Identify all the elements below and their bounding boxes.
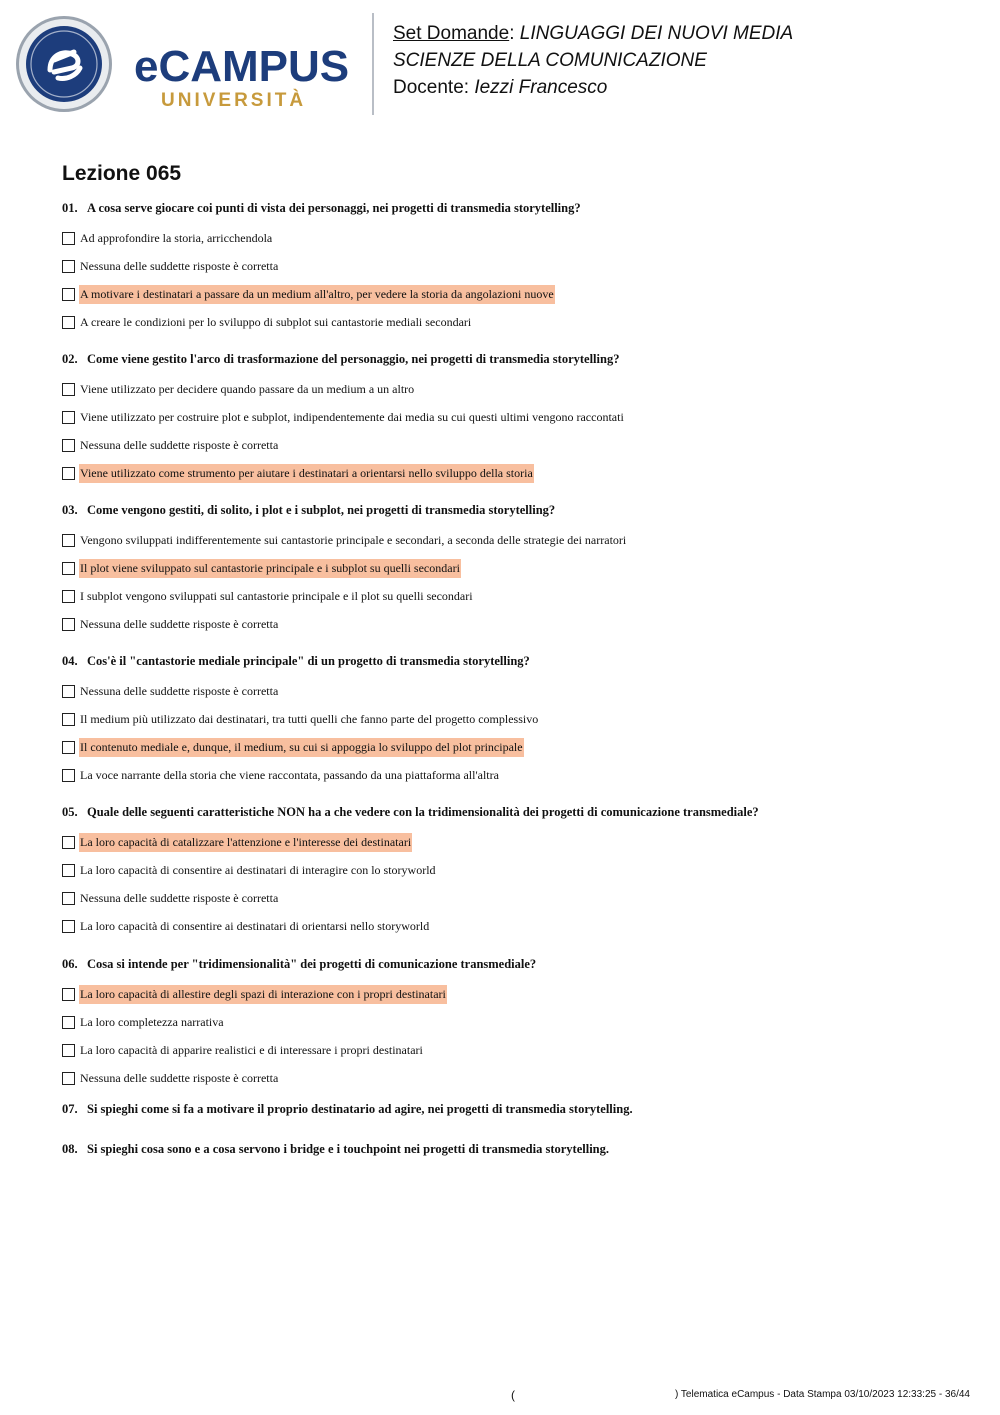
answer-options [62,375,962,487]
question-number: 03. [62,503,78,517]
answer-option[interactable] [62,828,962,856]
question-number: 05. [62,805,78,819]
answer-option[interactable] [62,252,962,280]
answer-option[interactable] [62,912,962,940]
question-text [62,198,962,218]
checkbox-icon[interactable] [62,562,75,575]
question-text [62,651,962,671]
answer-text: Nessuna delle suddette risposte è corretta [80,616,279,631]
checkbox-icon[interactable] [62,685,75,698]
answer-option[interactable] [62,856,962,884]
answer-text-correct: Il plot viene sviluppato sul cantastorie principale e i subplot su quelli secondari [79,559,461,578]
answer-options [62,224,962,336]
checkbox-icon[interactable] [62,920,75,933]
checkbox-icon[interactable] [62,864,75,877]
answer-option[interactable] [62,375,962,403]
answer-options [62,677,962,789]
question-block [62,651,962,789]
set-title: LINGUAGGI DEI NUOVI MEDIA [519,23,794,44]
answer-text: Viene utilizzato per decidere quando passare da un medium a un altro [80,381,415,396]
answer-text: Nessuna delle suddette risposte è corretta [80,683,279,698]
question-label: Si spieghi cosa sono e a cosa servono i bridge e i touchpoint nei progetti di transmedia storytelling. [87,1142,609,1156]
question-number: 01. [62,201,78,215]
docente-label: Docente: [393,77,470,98]
answer-text: Nessuna delle suddette risposte è corretta [80,890,279,905]
checkbox-icon[interactable] [62,988,75,1001]
lesson-title: Lezione 065 [62,162,182,185]
answer-text-correct: La loro capacità di catalizzare l'attenzione e l'interesse dei destinatari [79,833,412,852]
logo-subtitle: UNIVERSITÀ [161,90,307,111]
question-number: 06. [62,957,78,971]
answer-option[interactable] [62,761,962,789]
checkbox-icon[interactable] [62,618,75,631]
question-number: 02. [62,352,78,366]
checkbox-icon[interactable] [62,1072,75,1085]
answer-text: Nessuna delle suddette risposte è corretta [80,1070,279,1085]
checkbox-icon[interactable] [62,383,75,396]
answer-option[interactable] [62,610,962,638]
answer-option[interactable] [62,280,962,308]
question-block [62,802,962,940]
docente-name: Iezzi Francesco [474,77,608,98]
question-number: 07. [62,1102,78,1116]
header-info: Set Domande: LINGUAGGI DEI NUOVI MEDIA SCIENZE DELLA COMUNICAZIONE Docente: Iezzi Francesco [393,23,794,98]
answer-option[interactable] [62,554,962,582]
question-text [62,500,962,520]
question-label: Come viene gestito l'arco di trasformazione del personaggio, nei progetti di transmedia storytelling? [87,352,620,366]
answer-option[interactable] [62,224,962,252]
answer-text: Vengono sviluppati indifferentemente sui cantastorie principale e secondari, a seconda delle strategie dei narratori [80,532,627,547]
course-name: SCIENZE DELLA COMUNICAZIONE [393,50,707,71]
question-label: A cosa serve giocare coi punti di vista dei personaggi, nei progetti di transmedia storytelling? [87,201,581,215]
checkbox-icon[interactable] [62,232,75,245]
answer-text: Ad approfondire la storia, arricchendola [80,230,273,245]
answer-text: La loro capacità di consentire ai destinatari di interagire con lo storyworld [80,862,436,877]
question-label: Quale delle seguenti caratteristiche NON ha a che vedere con la tridimensionalità dei progetti di comunicazione transmediale? [87,805,759,819]
answer-options [62,828,962,940]
answer-text-correct: A motivare i destinatari a passare da un medium all'altro, per vedere la storia da angolazioni nuove [79,285,555,304]
answer-option[interactable] [62,1008,962,1036]
question-number: 04. [62,654,78,668]
checkbox-icon[interactable] [62,1044,75,1057]
checkbox-icon[interactable] [62,260,75,273]
question-label: Cosa si intende per "tridimensionalità" dei progetti di comunicazione transmediale? [87,957,537,971]
answer-text: A creare le condizioni per lo sviluppo di subplot sui cantastorie mediali secondari [80,314,472,329]
question-text [62,349,962,369]
checkbox-icon[interactable] [62,590,75,603]
checkbox-icon[interactable] [62,769,75,782]
checkbox-icon[interactable] [62,836,75,849]
answer-option[interactable] [62,733,962,761]
open-question [62,1142,609,1157]
logo-wordmark: eCAMPUS [134,42,350,91]
footer-paren: ( [511,1388,515,1402]
answer-text: Viene utilizzato per costruire plot e subplot, indipendentemente dai media su cui questi ultimi vengono raccontati [80,409,624,424]
checkbox-icon[interactable] [62,534,75,547]
question-text [62,954,962,974]
checkbox-icon[interactable] [62,1016,75,1029]
question-text [62,802,962,822]
answer-options [62,526,962,638]
answer-text-correct: La loro capacità di allestire degli spazi di interazione con i propri destinatari [79,985,447,1004]
answer-text: Nessuna delle suddette risposte è corretta [80,437,279,452]
answer-option[interactable] [62,884,962,912]
answer-text-correct: Viene utilizzato come strumento per aiutare i destinatari a orientarsi nello sviluppo della storia [79,464,534,483]
page-header [0,0,1000,140]
answer-text: Il medium più utilizzato dai destinatari, tra tutti quelli che fanno parte del progetto complessivo [80,711,539,726]
checkbox-icon[interactable] [62,467,75,480]
question-label: Si spieghi come si fa a motivare il proprio destinatario ad agire, nei progetti di transmedia storytelling. [87,1102,633,1116]
question-block [62,500,962,638]
checkbox-icon[interactable] [62,892,75,905]
checkbox-icon[interactable] [62,713,75,726]
checkbox-icon[interactable] [62,741,75,754]
question-block [62,349,962,487]
answer-text: La voce narrante della storia che viene raccontata, passando da una piattaforma all'altra [80,767,499,782]
answer-text-correct: Il contenuto mediale e, dunque, il medium, su cui si appoggia lo sviluppo del plot principale [79,738,524,757]
ecampus-logo [14,14,359,114]
open-question [62,1102,633,1117]
answer-option[interactable] [62,677,962,705]
answer-text: Nessuna delle suddette risposte è corretta [80,258,279,273]
question-block [62,954,962,1092]
question-block [62,198,962,336]
question-number: 08. [62,1142,78,1156]
checkbox-icon[interactable] [62,411,75,424]
checkbox-icon[interactable] [62,439,75,452]
answer-option[interactable] [62,526,962,554]
answer-option[interactable] [62,431,962,459]
answer-option[interactable] [62,459,962,487]
answer-option[interactable] [62,582,962,610]
footer-print-info: ) Telematica eCampus - Data Stampa 03/10/2023 12:33:25 - 36/44 [675,1389,970,1400]
answer-option[interactable] [62,1036,962,1064]
answer-text: I subplot vengono sviluppati sul cantastorie principale e il plot su quelli secondari [80,588,473,603]
set-label: Set Domande [393,23,510,44]
answer-text: La loro capacità di consentire ai destinatari di orientarsi nello storyworld [80,918,430,933]
answer-option[interactable] [62,308,962,336]
header-divider [372,13,374,115]
answer-text: La loro capacità di apparire realistici e di interessare i propri destinatari [80,1042,423,1057]
answer-option[interactable] [62,1064,962,1092]
question-label: Cos'è il "cantastorie mediale principale" di un progetto di transmedia storytelling? [87,654,530,668]
answer-option[interactable] [62,403,962,431]
answer-option[interactable] [62,980,962,1008]
answer-option[interactable] [62,705,962,733]
answer-options [62,980,962,1092]
question-label: Come vengono gestiti, di solito, i plot e i subplot, nei progetti di transmedia storytelling? [87,503,556,517]
checkbox-icon[interactable] [62,288,75,301]
checkbox-icon[interactable] [62,316,75,329]
answer-text: La loro completezza narrativa [80,1014,224,1029]
